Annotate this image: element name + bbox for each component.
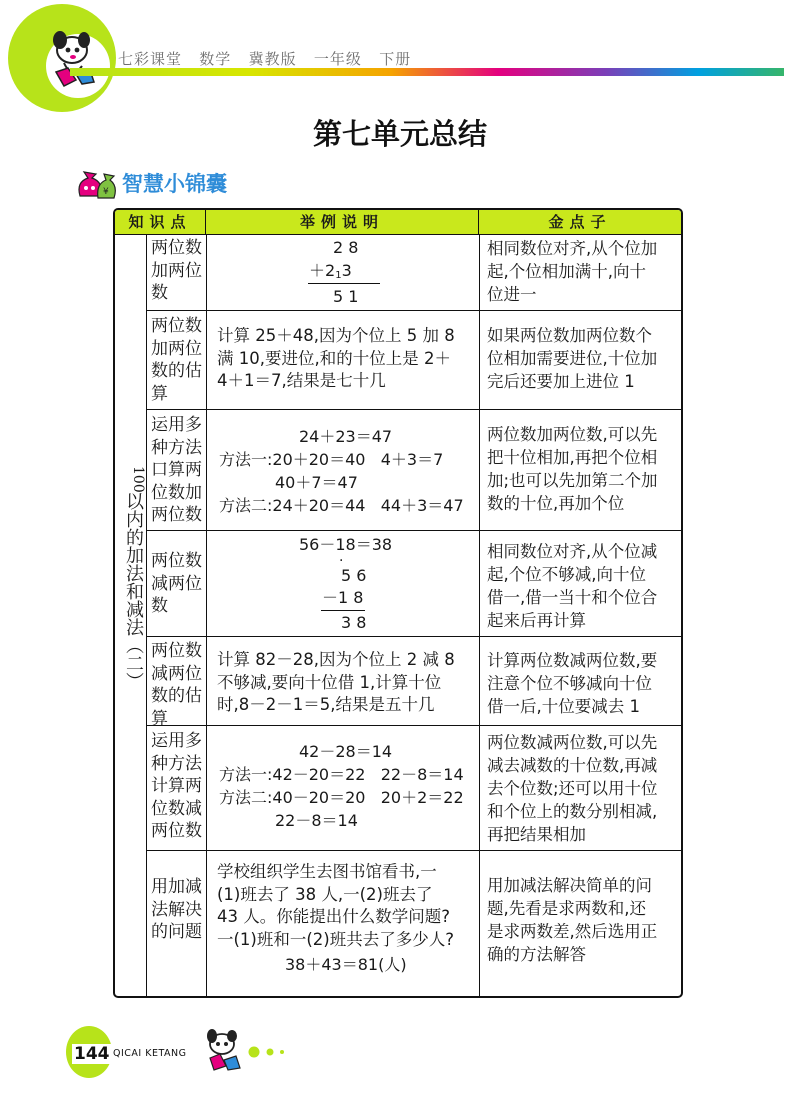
tip: 如果两位数加两位数个 位相加需要进位,十位加 完后还要加上进位 1 [487,326,658,391]
footer-brand: QICAI KETANG [113,1048,187,1059]
plus-sign: ＋ [309,261,326,280]
header-title: 七彩课堂 数学 冀教版 一年级 下册 [118,50,412,68]
knowledge-point: 用加减 法解决 的问题 [151,877,202,942]
example-text: 计算 25＋48,因为个位上 5 加 8 满 10,要进位,和的十位上是 2＋ 4＋1＝7,结果是七十几 [217,326,455,390]
example-line: 方法二:24＋20＝44 44＋3＝47 [219,496,464,515]
calc-second [322,586,363,609]
calc-digit: 3 [341,261,352,280]
row-divider [147,530,681,531]
topic-number: 100 [130,466,146,493]
header-rainbow-bar [70,68,784,76]
table-header [115,210,681,235]
minus-sign: － [322,588,339,607]
example-answer: 38＋43＝81(人) [285,955,407,974]
tip: 相同数位对齐,从个位减 起,个位不够减,向十位 借一,借一当十和个位合 起来后再计算 [487,542,658,630]
row-divider [147,850,681,851]
row-divider [147,310,681,311]
example-line: 24＋23＝47 [299,427,393,446]
column-divider [146,234,147,996]
borrow-dot: · [339,553,344,569]
topic-title: 以内的加法和减法（二） [123,492,144,690]
summary-table [113,208,683,998]
mascot-icon [46,30,102,92]
row-divider [147,636,681,637]
column-header: 金点子 [548,213,612,231]
column-header: 举例说明 [206,210,479,234]
calc-digit: 1 8 [338,588,364,607]
carry-digit: 1 [335,270,342,281]
example-line: 方法一:20＋20＝40 4＋3＝7 [219,450,444,469]
tip: 计算两位数减两位数,要 注意个位不够减向十位 借一后,十位要减去 1 [487,651,658,716]
page-title: 第七单元总结 [312,117,487,151]
calc-top: 5 6 [341,566,367,585]
column-divider [479,234,480,996]
tip: 相同数位对齐,从个位加 起,个位相加满十,向十 位进一 [487,239,658,304]
svg-text:¥: ¥ [103,187,109,197]
tip: 两位数加两位数,可以先 把十位相加,再把个位相 加;也可以先加第二个加 数的十位,再加个位 [487,425,658,513]
calc-top: 2 8 [333,238,359,257]
decorative-dots [248,1046,298,1058]
section-title: 智慧小锦囊 [122,172,227,196]
tip: 用加减法解决简单的问 题,先看是求两数和,还 是求两数差,然后选用正 确的方法解答 [487,876,658,964]
calc-result: 3 8 [341,613,367,632]
example-text: 学校组织学生去图书馆看书,一 (1)班去了 38 人,一(2)班去了 43 人。你能提出什么数学问题? 一(1)班和一(2)班共去了多少人? [217,862,455,949]
topic-cell [115,234,146,996]
page-number: 144 [74,1044,110,1064]
knowledge-point: 两位数 减两位 数的估 算 [151,641,202,729]
example-line: 40＋7＝47 [275,473,358,492]
example-line: 22－8＝14 [275,811,358,830]
example-equation: 56－18＝38 [299,535,393,554]
calc-result: 5 1 [333,287,359,306]
calc-line [308,283,380,284]
example-text: 计算 82－28,因为个位上 2 减 8 不够减,要向十位借 1,计算十位 时,8－2－1＝5,结果是五十几 [217,650,455,714]
calc-digit: 2 [325,261,336,280]
column-header: 知识点 [115,210,206,234]
row-divider [147,409,681,410]
money-bag-icon [74,166,118,202]
mascot-icon [200,1028,246,1076]
example-line: 42－28＝14 [299,742,393,761]
knowledge-point: 运用多 种方法 口算两 位数加 两位数 [151,415,202,525]
example-line: 方法一:42－20＝22 22－8＝14 [219,765,464,784]
knowledge-point: 运用多 种方法 计算两 位数减 两位数 [151,731,202,841]
row-divider [147,725,681,726]
tip: 两位数减两位数,可以先 减去减数的十位数,再减 去个位数;还可以用十位 和个位上的数分别相减, 再把结果相加 [487,733,658,844]
knowledge-point: 两位数 加两位 数的估 算 [151,316,202,404]
knowledge-point: 两位数 减两位 数 [151,551,202,616]
knowledge-point: 两位数 加两位 数 [151,238,202,303]
example-line: 方法二:40－20＝20 20＋2＝22 [219,788,464,807]
